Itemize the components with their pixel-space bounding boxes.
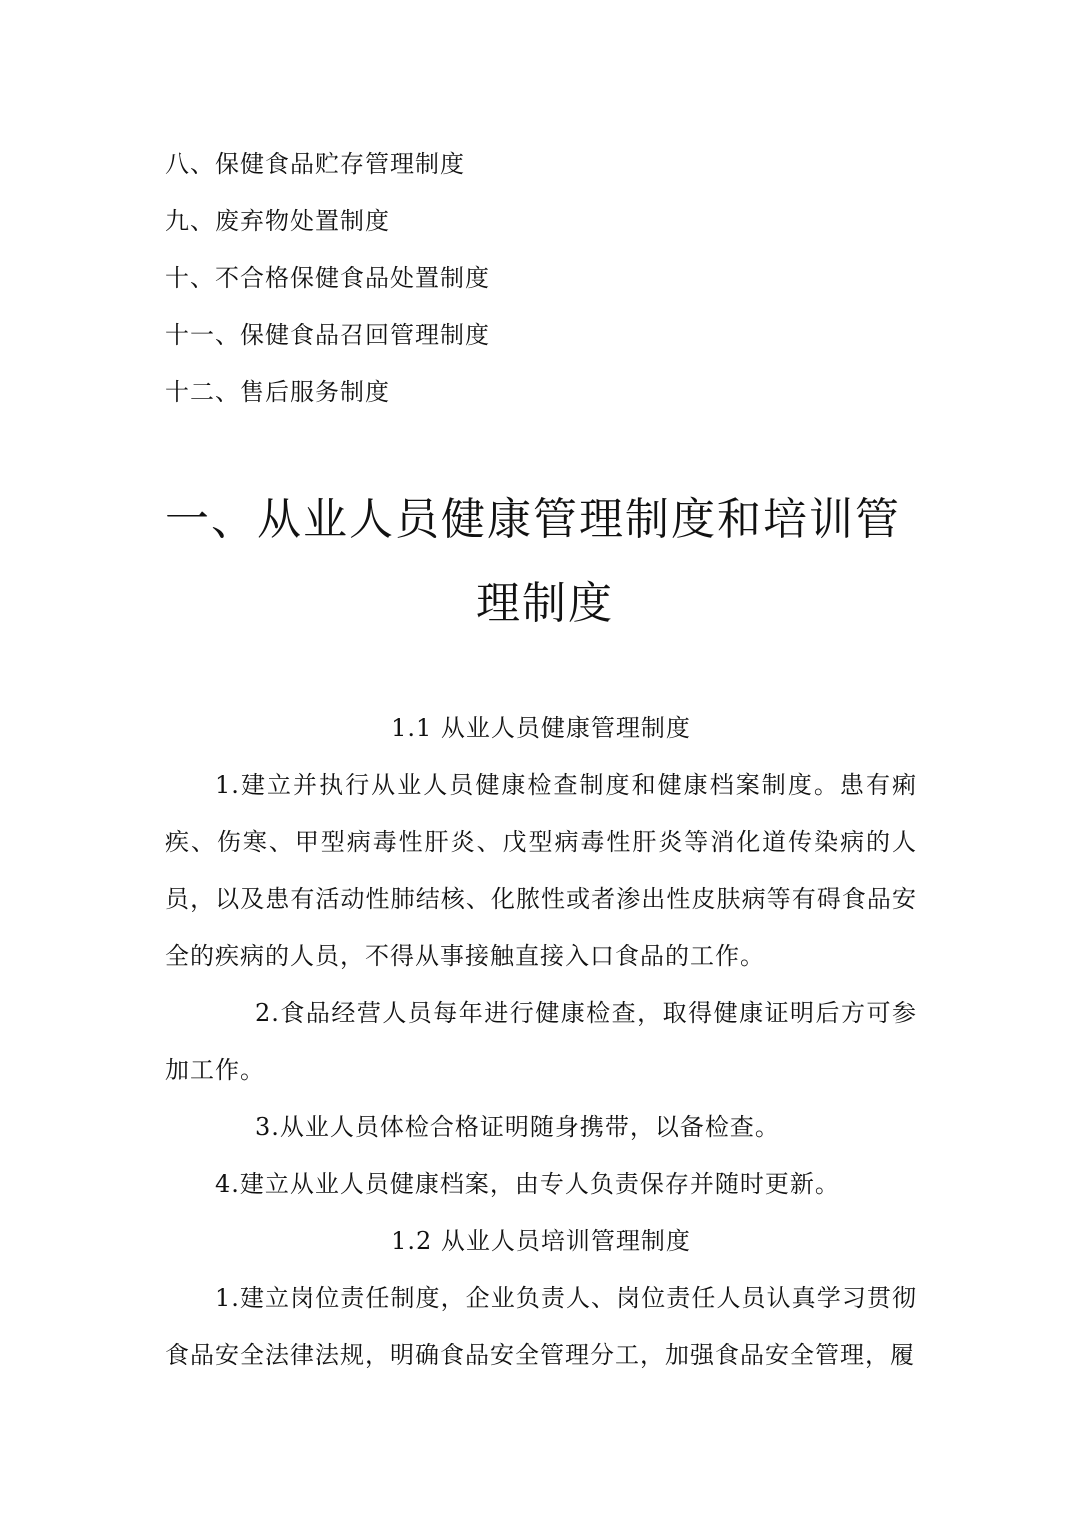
paragraph-1-1-4: 4.建立从业人员健康档案，由专人负责保存并随时更新。 bbox=[215, 1170, 840, 1198]
toc-item-9: 九、废弃物处置制度 bbox=[165, 207, 390, 235]
toc-item-10: 十、不合格保健食品处置制度 bbox=[165, 264, 490, 292]
paragraph-1-1-1: 1.建立并执行从业人员健康检查制度和健康档案制度。患有痢疾、伤寒、甲型病毒性肝炎、戊型病毒性肝炎等消化道传染病的人员，以及患有活动性肺结核、化脓性或者渗出性皮肤病等有碍食品安全的疾病的人员，不得从事接触直接入口食品的工作。 bbox=[165, 771, 917, 970]
toc-item-8: 八、保健食品贮存管理制度 bbox=[165, 150, 465, 178]
paragraph-1-2-1: 1.建立岗位责任制度，企业负责人、岗位责任人员认真学习贯彻食品安全法律法规，明确食品安全管理分工，加强食品安全管理，履 bbox=[165, 1284, 917, 1369]
toc-item-11: 十一、保健食品召回管理制度 bbox=[165, 321, 490, 349]
section-heading-1-1: 1.1 从业人员健康管理制度 bbox=[391, 714, 691, 742]
toc-item-12: 十二、售后服务制度 bbox=[165, 378, 390, 406]
section-heading-1-2: 1.2 从业人员培训管理制度 bbox=[391, 1227, 691, 1255]
table-of-contents bbox=[165, 136, 925, 421]
chapter-title-line2: 理制度 bbox=[476, 578, 614, 629]
paragraph-1-1-2: 2.食品经营人员每年进行健康检查，取得健康证明后方可参加工作。 bbox=[165, 999, 917, 1084]
chapter-title bbox=[165, 478, 915, 646]
body-text bbox=[165, 700, 917, 1384]
paragraph-1-1-3: 3.从业人员体检合格证明随身携带，以备检查。 bbox=[255, 1113, 780, 1141]
chapter-title-line1: 一、从业人员健康管理制度和培训管 bbox=[165, 494, 901, 545]
